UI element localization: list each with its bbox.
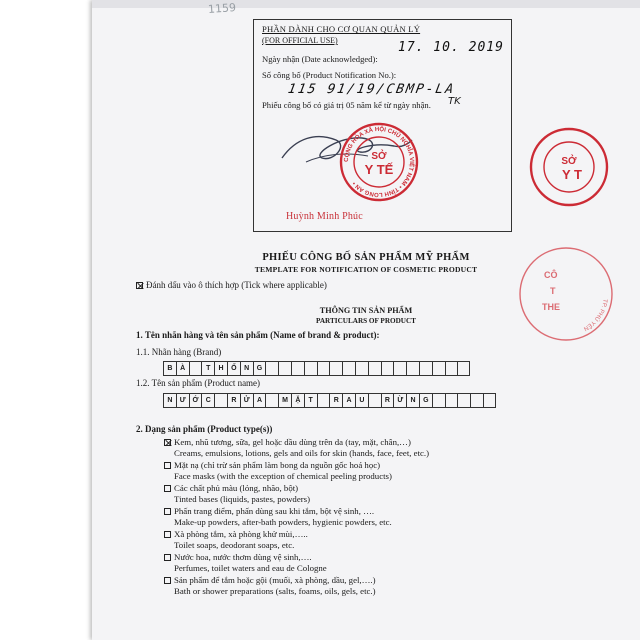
- brand-letter-cell: N: [240, 362, 253, 375]
- bottom-stamp-ring: TP. PHÚ YÊN: [582, 298, 608, 332]
- brand-letter-cell: [291, 362, 304, 375]
- product-type-checkbox[interactable]: [164, 485, 171, 492]
- product-type-en: Perfumes, toilet waters and eau de Cologne: [174, 563, 327, 573]
- section2-title: 2. Dạng sản phẩm (Product type(s)): [136, 424, 273, 434]
- brand-letter-cell: B: [163, 362, 176, 375]
- product-letter-cell: M: [278, 394, 291, 407]
- product-type-item: [164, 552, 312, 562]
- product-type-checkbox[interactable]: [164, 462, 171, 469]
- brand-letter-cell: [406, 362, 419, 375]
- product-type-en: Face masks (with the exception of chemical peeling products): [174, 471, 392, 481]
- product-type-item: [164, 529, 308, 539]
- product-type-en: Toilet soaps, deodorant soaps, etc.: [174, 540, 295, 550]
- product-type-en: Creams, emulsions, lotions, gels and oils for skin (hands, face, feet, etc.): [174, 448, 430, 458]
- product-type-en: Tinted bases (liquids, pastes, powders): [174, 494, 311, 504]
- date-acknowledged-value: 17. 10. 2019: [398, 40, 504, 55]
- brand-letter-cell: [342, 362, 355, 375]
- pencil-note: 1159: [207, 1, 237, 16]
- product-letter-cell: [317, 394, 330, 407]
- tick-instruction: [136, 280, 327, 290]
- product-type-item: [164, 483, 298, 493]
- product-type-en: Make-up powders, after-bath powders, hygienic powders, etc.: [174, 517, 392, 527]
- product-letter-cell: [470, 394, 483, 407]
- product-letter-cell: C: [201, 394, 214, 407]
- particulars-title-en: PARTICULARS OF PRODUCT: [316, 317, 416, 325]
- product-letter-cell: A: [342, 394, 355, 407]
- product-letter-cell: A: [253, 394, 266, 407]
- date-acknowledged-label: Ngày nhận (Date acknowledged):: [262, 54, 378, 64]
- notification-number-value: 115 91/19/CBMP-LA: [286, 82, 457, 97]
- brand-letter-cell: [457, 362, 470, 375]
- stamp-center-bottom: Y TẾ: [364, 162, 394, 177]
- brand-letter-cell: H: [214, 362, 227, 375]
- brand-letter-cell: [329, 362, 342, 375]
- form-title-vi: PHIẾU CÔNG BỐ SẢN PHẨM MỸ PHẨM: [262, 252, 470, 263]
- product-type-vi: Kem, nhũ tương, sữa, gel hoặc dầu dùng trên da (tay, mặt, chân,…): [174, 437, 411, 447]
- bottom-stamp-line-1: CÔ: [544, 270, 558, 280]
- brand-letter-cell: [265, 362, 278, 375]
- side-stamp-fragment: [528, 126, 640, 208]
- brand-letter-cell: Ố: [227, 362, 240, 375]
- brand-letter-cell: T: [201, 362, 214, 375]
- product-letter-cell: R: [329, 394, 342, 407]
- product-letter-cell: N: [163, 394, 176, 407]
- brand-letter-cell: [278, 362, 291, 375]
- product-type-item: [164, 575, 376, 585]
- product-name-label: 1.2. Tên sản phẩm (Product name): [136, 378, 261, 388]
- product-letter-cell: Ừ: [393, 394, 406, 407]
- product-type-item: [164, 506, 374, 516]
- product-letter-cell: Ớ: [189, 394, 202, 407]
- section1-title: 1. Tên nhãn hàng và tên sản phẩm (Name of brand & product):: [136, 330, 380, 340]
- handwritten-initials: TK: [448, 96, 461, 107]
- side-stamp-bottom: Y T: [562, 167, 582, 182]
- product-letter-cell: G: [419, 394, 432, 407]
- product-type-checkbox[interactable]: [164, 531, 171, 538]
- product-letter-cell: [445, 394, 458, 407]
- product-letter-cell: [265, 394, 278, 407]
- signer-name: Huỳnh Minh Phúc: [286, 211, 363, 222]
- product-letter-cell: [214, 394, 227, 407]
- product-letter-cell: [432, 394, 445, 407]
- product-type-en: Bath or shower preparations (salts, foams, oils, gels, etc.): [174, 586, 376, 596]
- product-letter-cell: N: [406, 394, 419, 407]
- product-letter-grid: [163, 393, 496, 408]
- stamp-center-top: SỞ: [371, 151, 387, 162]
- official-box-subtitle: (FOR OFFICIAL USE): [262, 36, 338, 45]
- particulars-title-vi: THÔNG TIN SẢN PHẨM: [319, 306, 413, 315]
- brand-letter-cell: [355, 362, 368, 375]
- product-letter-cell: [483, 394, 496, 407]
- brand-letter-cell: [304, 362, 317, 375]
- bottom-stamp-line-2: T: [550, 286, 556, 296]
- brand-letter-cell: [381, 362, 394, 375]
- brand-letter-cell: [419, 362, 432, 375]
- brand-label: 1.1. Nhãn hàng (Brand): [136, 347, 222, 357]
- notification-number-label: Số công bố (Product Notification No.):: [262, 70, 397, 80]
- brand-letter-cell: À: [176, 362, 189, 375]
- product-type-checkbox[interactable]: [164, 554, 171, 561]
- brand-letter-cell: [432, 362, 445, 375]
- product-letter-cell: R: [381, 394, 394, 407]
- official-box-title: PHẦN DÀNH CHO CƠ QUAN QUẢN LÝ: [262, 24, 421, 34]
- product-type-vi: Mặt nạ (chỉ trừ sản phẩm làm bong da nguồn gốc hoá học): [174, 460, 381, 470]
- product-letter-cell: [368, 394, 381, 407]
- product-type-checkbox[interactable]: [164, 577, 171, 584]
- product-type-vi: Sản phẩm để tắm hoặc gội (muối, xà phòng, dầu, gel,….): [174, 575, 376, 585]
- product-letter-cell: Ư: [176, 394, 189, 407]
- product-letter-cell: Ử: [240, 394, 253, 407]
- brand-letter-grid: [163, 361, 470, 376]
- product-type-checkbox[interactable]: [164, 508, 171, 515]
- validity-text: Phiếu công bố có giá trị 05 năm kể từ ngày nhận.: [262, 100, 431, 110]
- product-letter-cell: U: [355, 394, 368, 407]
- brand-letter-cell: G: [253, 362, 266, 375]
- product-letter-cell: R: [227, 394, 240, 407]
- product-letter-cell: T: [304, 394, 317, 407]
- brand-letter-cell: [368, 362, 381, 375]
- side-stamp-top: SỞ: [561, 156, 577, 167]
- product-letter-cell: Ặ: [291, 394, 304, 407]
- product-type-item: [164, 437, 411, 447]
- product-type-vi: Nước hoa, nước thơm dùng vệ sinh,….: [174, 552, 312, 562]
- form-title-en: TEMPLATE FOR NOTIFICATION OF COSMETIC PRODUCT: [254, 265, 478, 274]
- product-type-vi: Phấn trang điểm, phấn dùng sau khi tắm, bột vệ sinh, ….: [174, 506, 375, 516]
- brand-letter-cell: [393, 362, 406, 375]
- tick-instruction-text: Đánh dấu vào ô thích hợp (Tick where applicable): [146, 280, 327, 290]
- bottom-stamp-line-3: THE: [542, 302, 560, 312]
- brand-letter-cell: [445, 362, 458, 375]
- stamp-ring-text: CỘNG HÒA XÃ HỘI CHỦ NGHĨA VIỆT NAM • TỈNH LONG AN •: [343, 126, 415, 198]
- brand-letter-cell: [189, 362, 202, 375]
- instruction-checkbox: [136, 282, 143, 289]
- product-type-checkbox[interactable]: [164, 439, 171, 446]
- product-type-vi: Các chất phủ màu (lỏng, nhão, bột): [174, 483, 299, 493]
- brand-letter-cell: [317, 362, 330, 375]
- product-letter-cell: [457, 394, 470, 407]
- product-type-vi: Xà phòng tắm, xà phòng khử mùi,…..: [174, 529, 308, 539]
- product-type-item: [164, 460, 380, 470]
- page-top-edge: [92, 0, 640, 8]
- health-department-stamp: [338, 121, 420, 203]
